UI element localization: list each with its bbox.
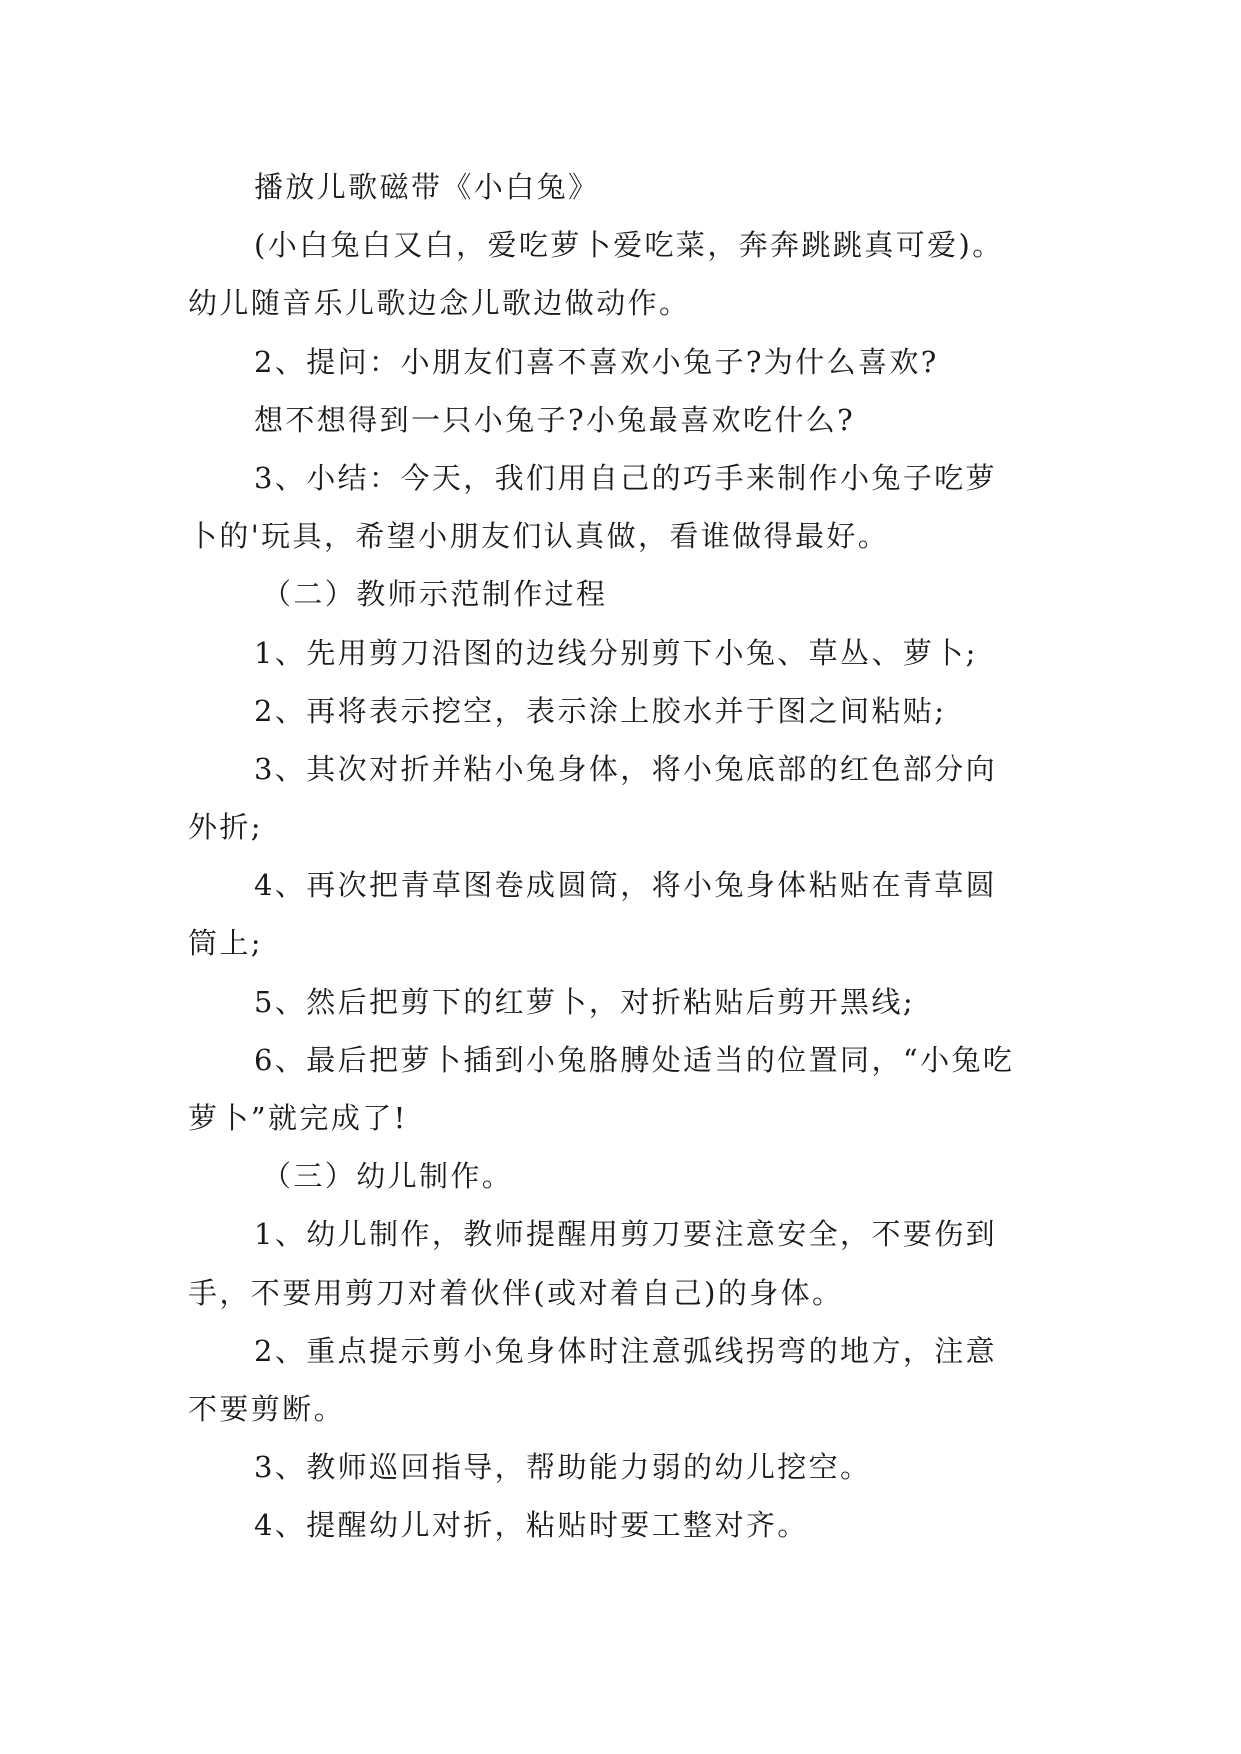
paragraph-line: 3、教师巡回指导，帮助能力弱的幼儿挖空。 [254,1450,872,1485]
document-body [188,158,1068,1555]
paragraph-line: 1、幼儿制作，教师提醒用剪刀要注意安全，不要伤到 [254,1217,998,1252]
paragraph-line: 4、再次把青草图卷成圆筒，将小兔身体粘贴在青草圆 [254,868,998,903]
paragraph-line: 6、最后把萝卜插到小兔胳膊处适当的位置同，“小兔吃 [254,1042,1015,1077]
paragraph-line: 幼儿随音乐儿歌边念儿歌边做动作。 [188,286,691,321]
section-heading: （二）教师示范制作过程 [262,577,608,612]
paragraph-line: 不要剪断。 [188,1391,346,1426]
paragraph-line: 2、提问：小朋友们喜不喜欢小兔子?为什么喜欢? [254,344,939,379]
paragraph-line: 5、然后把剪下的红萝卜，对折粘贴后剪开黑线; [254,984,916,1019]
paragraph-line: 3、其次对折并粘小兔身体，将小兔底部的红色部分向 [254,751,998,786]
section-heading: （三）幼儿制作。 [262,1159,514,1194]
paragraph-line: 2、重点提示剪小兔身体时注意弧线拐弯的地方，注意 [254,1333,998,1368]
paragraph-line: 3、小结：今天，我们用自己的巧手来制作小兔子吃萝 [254,460,998,495]
paragraph-line: 外折; [188,810,263,845]
paragraph-line: 4、提醒幼儿对折，粘贴时要工整对齐。 [254,1508,809,1543]
paragraph-line: 手，不要用剪刀对着伙伴(或对着自己)的身体。 [188,1275,844,1310]
paragraph-line: 1、先用剪刀沿图的边线分别剪下小兔、草丛、萝卜; [254,635,978,670]
paragraph-line: 卜的'玩具，希望小朋友们认真做，看谁做得最好。 [188,519,890,554]
paragraph-line: 想不想得到一只小兔子?小兔最喜欢吃什么? [254,402,856,437]
paragraph-line: (小白兔白又白，爱吃萝卜爱吃菜，奔奔跳跳真可爱)。 [254,228,1004,263]
paragraph-line: 筒上; [188,926,263,961]
paragraph-line: 萝卜”就完成了! [188,1101,408,1135]
paragraph-line: 2、再将表示挖空，表示涂上胶水并于图之间粘贴; [254,693,947,728]
paragraph-line: 播放儿歌磁带《小白兔》 [254,170,600,204]
